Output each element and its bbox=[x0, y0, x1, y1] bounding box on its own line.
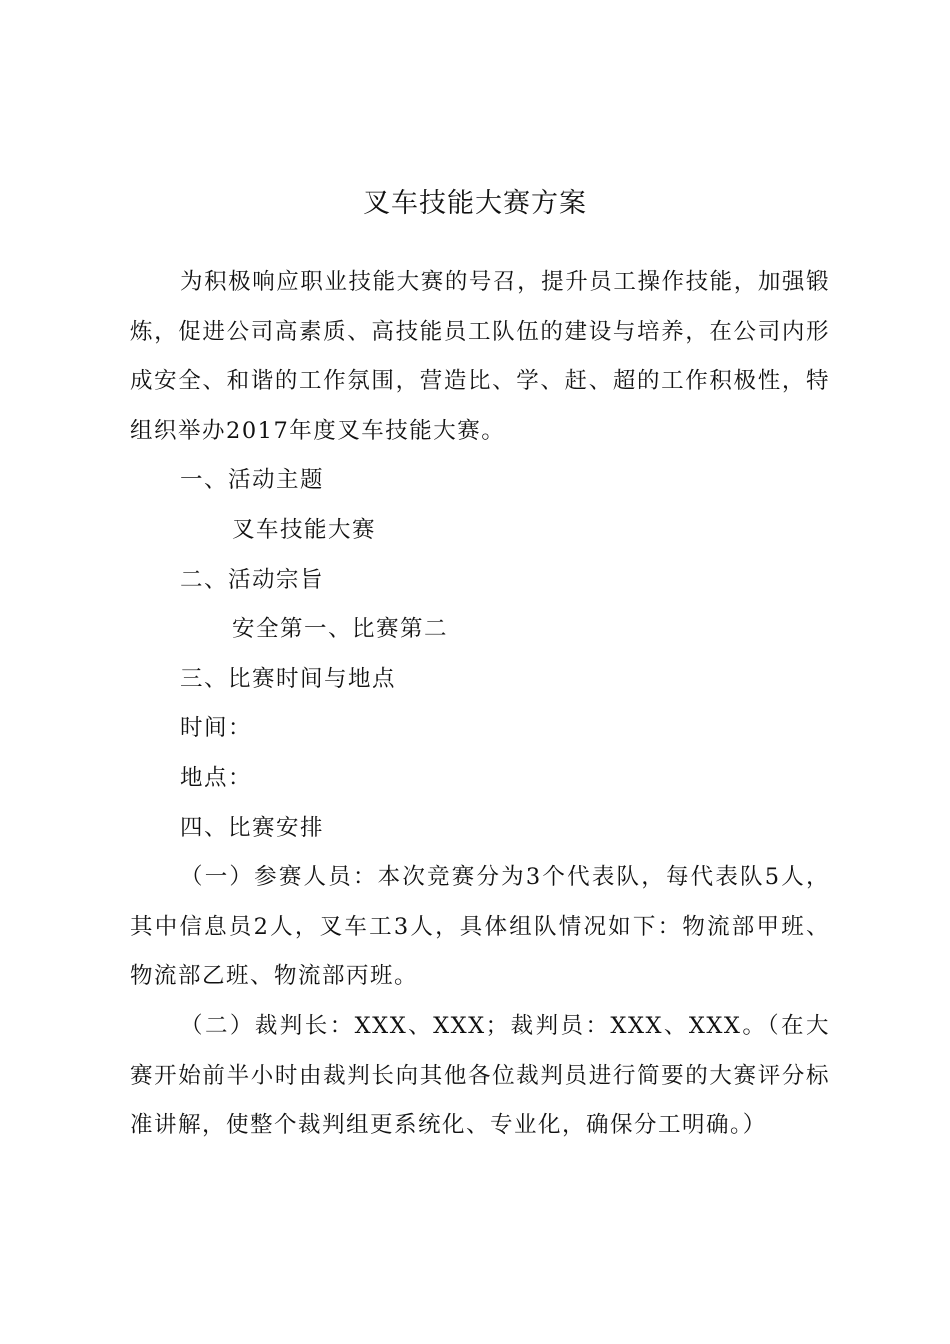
section-content-theme: 叉车技能大赛 bbox=[232, 516, 377, 543]
participants-paragraph: （一）参赛人员：本次竞赛分为3个代表队，每代表队5人，其中信息员2人，叉车工3人，具体组队情况如下：物流部甲班、物流部乙班、物流部丙班。 bbox=[130, 864, 830, 990]
section-content-purpose: 安全第一、比赛第二 bbox=[232, 616, 449, 643]
intro-paragraph: 为积极响应职业技能大赛的号召，提升员工操作技能，加强锻炼，促进公司高素质、高技能员工队伍的建设与培养，在公司内形成安全、和谐的工作氛围，营造比、学、赶、超的工作积极性，特组织举办2017年度叉车技能大赛。 bbox=[130, 269, 830, 444]
section-heading-theme: 一、活动主题 bbox=[180, 467, 325, 494]
time-label: 时间： bbox=[180, 715, 253, 742]
document-title: 叉车技能大赛方案 bbox=[363, 188, 587, 219]
section-heading-purpose: 二、活动宗旨 bbox=[180, 566, 325, 593]
section-heading-arrangement: 四、比赛安排 bbox=[180, 814, 325, 841]
section-heading-time-place: 三、比赛时间与地点 bbox=[180, 665, 397, 692]
referees-paragraph: （二）裁判长：XXX、XXX；裁判员：XXX、XXX。（在大赛开始前半小时由裁判长向其他各位裁判员进行简要的大赛评分标准讲解，使整个裁判组更系统化、专业化，确保分工明确。） bbox=[130, 1012, 830, 1139]
place-label: 地点： bbox=[180, 764, 253, 791]
document-body bbox=[130, 258, 830, 1151]
